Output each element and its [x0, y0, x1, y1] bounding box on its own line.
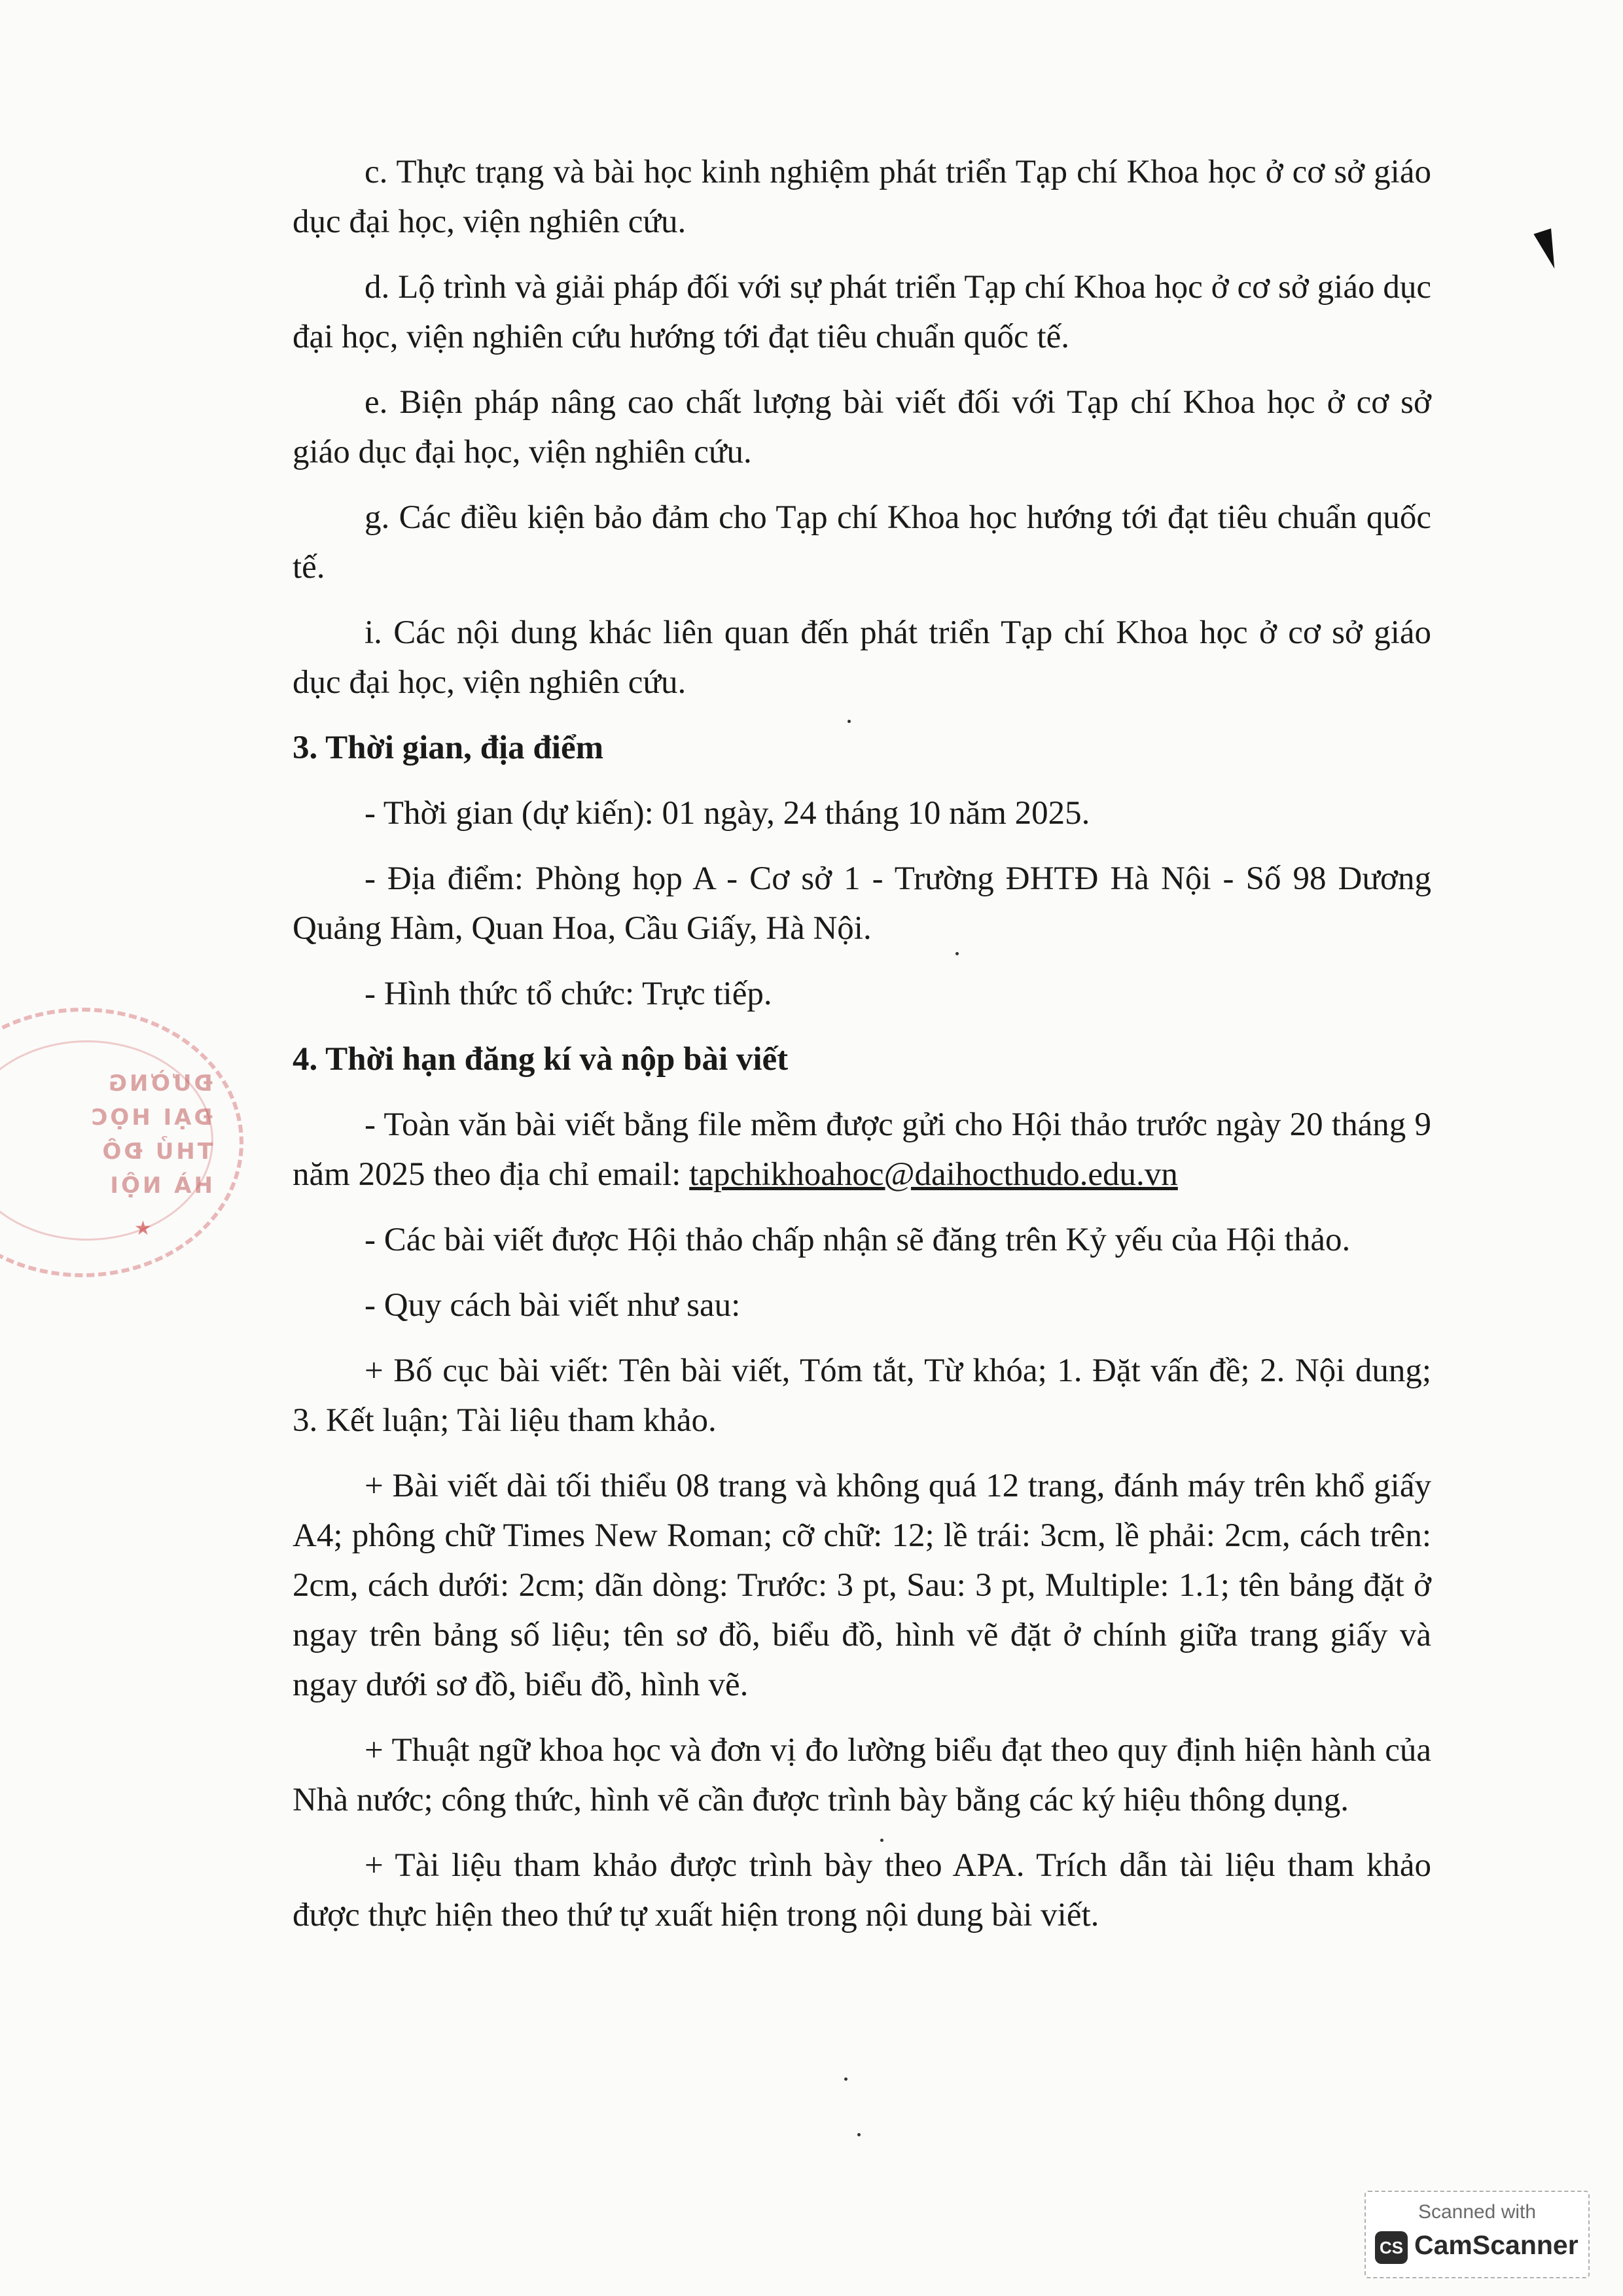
watermark-caption: Scanned with	[1418, 2201, 1537, 2223]
list-item-d: d. Lộ trình và giải pháp đối với sự phát triển Tạp chí Khoa học ở cơ sở giáo dục đại học, viện nghiên cứu hướng tới đạt tiêu chuẩn quốc tế.	[293, 269, 1431, 355]
scan-speck	[880, 1839, 883, 1842]
scan-speck	[844, 2077, 847, 2081]
corner-fold-mark	[1533, 228, 1563, 272]
document-body	[293, 147, 1431, 1956]
camscanner-watermark	[1364, 2191, 1590, 2278]
rule-references: + Tài liệu tham khảo được trình bày theo APA. Trích dẫn tài liệu tham khảo được thực hiện theo thứ tự xuất hiện trong nội dung bài viết.	[293, 1847, 1431, 1934]
seal-line-1: ĐƯỜNG	[106, 1070, 213, 1097]
list-item-e: e. Biện pháp nâng cao chất lượng bài viết đối với Tạp chí Khoa học ở cơ sở giáo dục đại học, viện nghiên cứu.	[293, 384, 1431, 470]
section-4-submission	[293, 1100, 1431, 1199]
seal-line-3: THỦ ĐÔ	[99, 1139, 213, 1165]
list-item-g: g. Các điều kiện bảo đảm cho Tạp chí Khoa học hướng tới đạt tiêu chuẩn quốc tế.	[293, 499, 1431, 586]
watermark-brand: CamScanner	[1414, 2230, 1578, 2260]
section-4-rules-intro: - Quy cách bài viết như sau:	[365, 1287, 741, 1324]
section-3-location: - Địa điểm: Phòng họp A - Cơ sở 1 - Trường ĐHTĐ Hà Nội - Số 98 Dương Quảng Hàm, Quan Hoa, Cầu Giấy, Hà Nội.	[293, 860, 1431, 947]
scan-speck	[847, 720, 851, 723]
submission-text: - Toàn văn bài viết bằng file mềm được gửi cho Hội thảo trước ngày 20 tháng 9 năm 2025 theo địa chỉ email:	[293, 1106, 1431, 1193]
rule-terms: + Thuật ngữ khoa học và đơn vị đo lường biểu đạt theo quy định hiện hành của Nhà nước; công thức, hình vẽ cần được trình bày bằng các ký hiệu thông dụng.	[293, 1732, 1431, 1818]
rule-structure: + Bố cục bài viết: Tên bài viết, Tóm tắt, Từ khóa; 1. Đặt vấn đề; 2. Nội dung; 3. Kết luận; Tài liệu tham khảo.	[293, 1352, 1431, 1439]
camscanner-logo-icon: CS	[1375, 2231, 1408, 2264]
seal-star-icon: ★	[134, 1217, 152, 1240]
section-3-heading: 3. Thời gian, địa điểm	[293, 730, 604, 766]
email-link[interactable]: tapchikhoahoc@daihocthudo.edu.vn	[689, 1156, 1178, 1193]
scan-speck	[955, 952, 959, 955]
rule-format: + Bài viết dài tối thiểu 08 trang và không quá 12 trang, đánh máy trên khổ giấy A4; phông chữ Times New Roman; cỡ chữ: 12; lề trái: 3cm, lề phải: 2cm, cách trên: 2cm, cách dưới: 2cm; dãn dòng: Trước: 3 pt, Sau: 3 pt, Multiple: 1.1; tên bảng đặt ở ngay trên bảng số liệu; tên sơ đồ, biểu đồ, hình vẽ đặt ở chính giữa trang giấy và ngay dưới sơ đồ, biểu đồ, hình vẽ.	[293, 1468, 1431, 1703]
seal-line-4: HÀ NỘI	[107, 1173, 213, 1199]
section-3-format: - Hình thức tổ chức: Trực tiếp.	[365, 976, 772, 1012]
section-4-accepted: - Các bài viết được Hội thảo chấp nhận sẽ đăng trên Kỷ yếu của Hội thảo.	[365, 1222, 1351, 1258]
red-seal-text	[62, 1067, 213, 1203]
list-item-i: i. Các nội dung khác liên quan đến phát triển Tạp chí Khoa học ở cơ sở giáo dục đại học, viện nghiên cứu.	[293, 614, 1431, 701]
list-item-c: c. Thực trạng và bài học kinh nghiệm phát triển Tạp chí Khoa học ở cơ sở giáo dục đại học, viện nghiên cứu.	[293, 154, 1431, 240]
section-3-time: - Thời gian (dự kiến): 01 ngày, 24 tháng 10 năm 2025.	[365, 795, 1090, 832]
seal-line-2: ĐẠI HỌC	[88, 1104, 213, 1131]
scan-speck	[857, 2133, 861, 2136]
section-4-heading: 4. Thời hạn đăng kí và nộp bài viết	[293, 1041, 789, 1078]
